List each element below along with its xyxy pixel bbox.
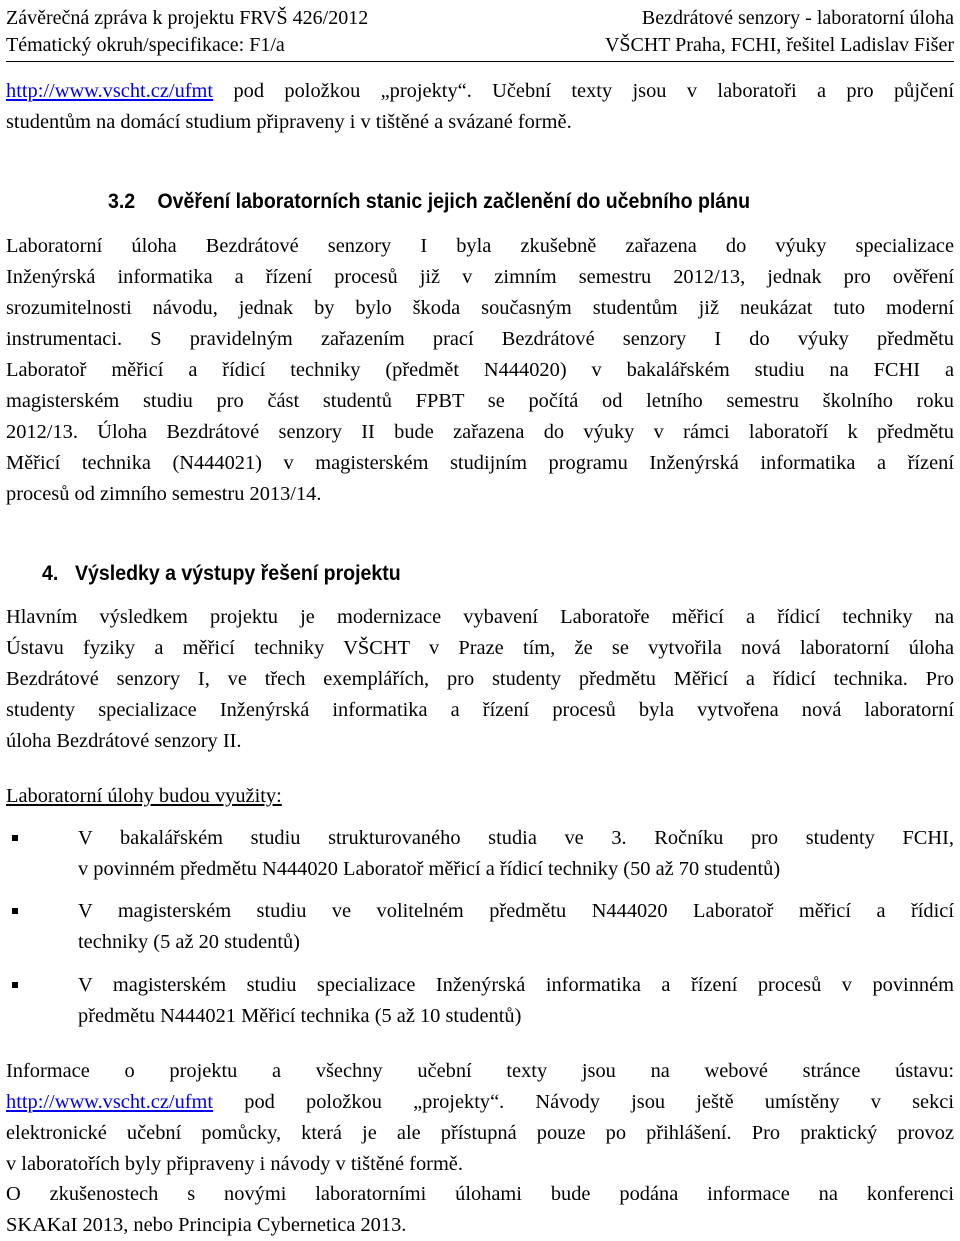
- section-4-heading: [42, 558, 401, 589]
- bullet-item-1-line-2: v povinném předmětu N444020 Laboratoř měřicí a řídicí techniky (50 až 70 studentů): [78, 858, 781, 880]
- s32-line: Inženýrská informatika a řízení procesů již v zimním semestru 2012/13, jednak pro ověření: [6, 266, 954, 288]
- s4-line: Ústavu fyziky a měřicí techniky VŠCHT v Praze tím, že se vytvořila nová laboratorní úloha: [6, 637, 954, 659]
- info-line-6: SKAKaI 2013, nebo Principia Cybernetica 2013.: [6, 1214, 407, 1236]
- section-4-number: 4.: [42, 562, 59, 585]
- info-line-3: elektronické učební pomůcky, která je ale přístupná pouze po přihlášení. Pro praktický provoz: [6, 1122, 954, 1144]
- info-line-2-text: pod položkou „projekty“. Návody jsou ještě umístěny v sekci: [213, 1091, 954, 1113]
- header-topic: Tématický okruh/specifikace: F1/a: [6, 34, 285, 56]
- header-row-1: [6, 6, 954, 30]
- s32-line: Měřicí technika (N444021) v magisterském studijním programu Inženýrská informatika a řízení: [6, 452, 954, 474]
- s32-line: Laboratoř měřicí a řídicí techniky (předmět N444020) v bakalářském studiu na FCHI a: [6, 359, 954, 381]
- s32-line: 2012/13. Úloha Bezdrátové senzory II bude zařazena do výuky v rámci laboratoří k předmětu: [6, 421, 954, 443]
- ufmt-link-2[interactable]: http://www.vscht.cz/ufmt: [6, 1091, 214, 1113]
- info-line-5: O zkušenostech s novými laboratorními úlohami bude podána informace na konferenci: [6, 1183, 954, 1205]
- ufmt-link[interactable]: http://www.vscht.cz/ufmt: [6, 80, 214, 102]
- s4-line: Bezdrátové senzory I, ve třech exemplářích, pro studenty předmětu Měřicí a řídicí technika. Pro: [6, 668, 954, 690]
- bullet-item-2-line-1: V magisterském studiu ve volitelném předmětu N444020 Laboratoř měřicí a řídicí: [78, 900, 954, 922]
- s4-line: Hlavním výsledkem projektu je modernizace vybavení Laboratoře měřicí a řídicí techniky na: [6, 606, 954, 628]
- s32-line: Laboratorní úloha Bezdrátové senzory I byla zkušebně zařazena do výuky specializace: [6, 235, 954, 257]
- section-3-2-number: 3.2: [108, 190, 136, 213]
- bullet-marker: [12, 835, 18, 841]
- usage-heading-text: Laboratorní úlohy budou využity:: [6, 785, 282, 807]
- info-line-2: [6, 1087, 954, 1118]
- intro-line-1: [6, 76, 954, 107]
- bullet-item-3-line-1: V magisterském studiu specializace Inženýrská informatika a řízení procesů v povinném: [78, 974, 954, 996]
- bullet-item-2-line-2: techniky (5 až 20 studentů): [78, 931, 300, 953]
- header-task-title: Bezdrátové senzory - laboratorní úloha: [641, 7, 954, 29]
- bullet-marker: [12, 908, 18, 914]
- header-institution: VŠCHT Praha, FCHI, řešitel Ladislav Fišer: [604, 34, 954, 56]
- usage-heading: [6, 781, 954, 812]
- s32-line: srozumitelnosti návodu, jednak by bylo škoda současným studentům již neukázat tuto moderní: [6, 297, 954, 319]
- info-line-4: v laboratořích byly připraveny i návody v tištěné formě.: [6, 1153, 463, 1175]
- s4-line: studenty specializace Inženýrská informatika a řízení procesů byla vytvořena nová laboratorní: [6, 699, 954, 721]
- s32-line: instrumentaci. S pravidelným zařazením prací Bezdrátové senzory I do výuky předmětu: [6, 328, 954, 350]
- s32-line: procesů od zimního semestru 2013/14.: [6, 483, 322, 505]
- s4-line: úloha Bezdrátové senzory II.: [6, 730, 242, 752]
- section-3-2-heading: [108, 186, 750, 217]
- bullet-marker: [12, 982, 18, 988]
- bullet-item-3-line-2: předmětu N444021 Měřicí technika (5 až 10 studentů): [78, 1005, 522, 1027]
- header-report-title: Závěrečná zpráva k projektu FRVŠ 426/2012: [6, 7, 369, 29]
- bullet-item-1-line-1: V bakalářském studiu strukturovaného studia ve 3. Ročníku pro studenty FCHI,: [78, 827, 954, 849]
- header-divider: [6, 61, 954, 62]
- header-row-2: [6, 33, 954, 57]
- s32-line: magisterském studiu pro část studentů FPBT se počítá od letního semestru školního roku: [6, 390, 954, 412]
- intro-line-2: studentům na domácí studium připraveny i v tištěné a svázané formě.: [6, 111, 572, 133]
- section-4-title: Výsledky a výstupy řešení projektu: [75, 562, 401, 585]
- section-3-2-title: Ověření laboratorních stanic jejich začlenění do učebního plánu: [157, 190, 751, 213]
- intro-line-1-text: pod položkou „projekty“. Učební texty jsou v laboratoři a pro půjčení: [213, 80, 954, 102]
- info-line-1: Informace o projektu a všechny učební texty jsou na webové stránce ústavu:: [6, 1060, 954, 1082]
